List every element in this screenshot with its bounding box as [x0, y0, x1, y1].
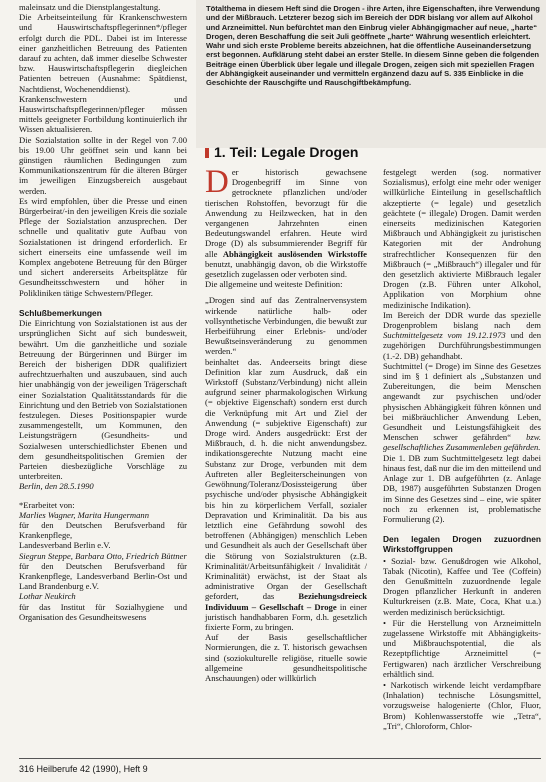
page-footer: 316 Heilberufe 42 (1990), Heft 9 [19, 764, 148, 774]
paragraph-text: er historisch gewachsene Drogenbegriff im Sinne von getrocknete pflanzlichen und/oder tierischen Rohstoffen, bevorzugt für die Anwendung zu Heilzwecken, hat in den vergangenen Jahrzehnten einen Bedeutungswandel erfahren. Heute wird Droge (D) als subsummierender Begriff für alle [205, 167, 367, 259]
italic-phrase: Suchtmittelgesetz vom 19.12.1973 [383, 330, 506, 341]
paragraph: Es wird empfohlen, über die Presse und einen Bürgerbeirat/-in den jeweiligen Kreis die soziale Pflege der Sozialstation anzusprechen. Der schnelle und qualitativ gute Aufbau von Sozialstationen ist dringend erforderlich. Er sichert einerseits eine umfassende weil im Komplex angebotene Betreuung für den Bürger und sichert andererseits Arbeitsplätze für Gesundheitsschwestern und höher in Polikliniken tätige Schwestern/Pfleger. [19, 195, 187, 298]
paragraph [383, 310, 541, 361]
author-affiliation: für den Deutschen Berufsverband für Krankenpflege, [19, 519, 187, 541]
authors-heading: *Erarbeitet von: [19, 499, 75, 510]
section-heading: Den legalen Drogen zuzuordnen Wirkstoffgruppen [383, 534, 541, 555]
paragraph-text: benutzt, unabhängig davon, ob die Wirkstoffe gesetzlich zugelassen oder verboten sind. [205, 258, 367, 280]
author-affiliation: für den Deutschen Berufsverband für Krankenpflege, Landesverband Berlin-Ost und Land Brandenburg e.V. [19, 560, 187, 592]
definition-quote: „Drogen sind auf das Zentralnervensystem wirkende natürliche halb- oder vollsynthetische Verbindungen, die bewußt zur Herbeiführung einer Erlebnis- und/oder Bewußtseinsveränderung zu genommen werden.“ [205, 295, 367, 357]
section-heading: Schlußbemerkungen [19, 307, 102, 318]
column-left [19, 2, 187, 622]
column-middle [205, 164, 367, 683]
article-headline: 1. Teil: Legale Drogen [214, 144, 359, 160]
author-names: Marlies Wagner, Marita Hungermann [19, 509, 150, 520]
paragraph: Auf der Basis gesellschaftlicher Normierungen, die z. T. historisch gewachsen sind (soziokulturelle religiöse, rituelle sowie allgemeine gesundheitspolitische Anschauungen) oder willkürlich [205, 632, 367, 683]
bold-phrase: Abhängigkeit auslösenden Wirkstoffe [222, 248, 367, 259]
author-names: Lothar Neukirch [19, 591, 76, 602]
column-right [383, 167, 541, 731]
list-item: • Sozial- bzw. Genußdrogen wie Alkohol, Tabak (Nicotin), Kaffee und Tee (Coffein) den Genußmitteln zuzuordnende legale Drogen pflanzlicher Herkunft in anderen Kulturkreisen (z.B. Mate, Coca, Khat u.a.) werden medizinisch berücksichtigt. [383, 555, 541, 617]
paragraph [205, 357, 367, 632]
paragraph-text: Suchtmittel (= Droge) im Sinne des Gesetzes sind im § 1 definiert als „Substanzen und Zubereitungen, die beim Menschen angewandt zur psychischen und/oder physischen Abhängigkeit führen können und bei mißbräuchlicher Anwendung Leben, Gesundheit und Leistungsfähigkeit des Menschen schwer gefährden“ [383, 360, 541, 443]
bold-phrase: Beziehungsdreieck Individuum – Gesellschaft – Droge [205, 591, 367, 612]
list-item: • Für die Herstellung von Arzneimitteln zugelassene Wirkstoffe mit Abhängigkeits- und Mißbrauchspotential, die als Rezeptpflichtige Arzneimittel (= Fertigwaren) nach ärztlicher Verschreibung erhältlich sind. [383, 617, 541, 679]
paragraph: Die Arbeitseinteilung für Krankenschwestern und Hauswirtschaftspflegerinnen*/pfleger erfolgt durch die PDL. Dabei ist im Interesse einer ganzheitlichen Betreuung des Patienten darauf zu achten, daß immer dieselbe Schwester bzw. Hauswirtschaftspflegerin diegleichen Patienten betreuen (Ausnahme: Spätdienst, Nachtdienst, Wochenenddienst). [19, 12, 187, 94]
paragraph: Die Sozialstation sollte in der Regel von 7.00 bis 19.00 Uhr geöffnet sein und kann bei günstigen räumlichen Bedingungen zum Kommunikationszentrum für die älteren Bürger im jeweiligen Einzugsbereich ausgebaut werden. [19, 134, 187, 196]
author-affiliation: für das Institut für Sozialhygiene und Organisation des Gesundheitswesens [19, 601, 187, 622]
paragraph-text: in einer juristisch handhabbaren Form, d.h. gesetzlich fixierte Form, zu bringen. [205, 601, 367, 632]
paragraph [205, 164, 367, 280]
paragraph: maleinsatz und die Dienstplangestaltung. [19, 2, 161, 12]
author-names: Siegrun Steppe, Barbara Otto, Friedrich Büttner [19, 550, 187, 561]
drop-cap: D [205, 164, 229, 200]
paragraph-text: Im Bereich der DDR wurde das spezielle Drogenproblem bislang nach dem [383, 309, 541, 331]
paragraph: Die Einrichtung von Sozialstationen ist aus der ursprünglichen Sicht auf sich bundesweit, bewährt. Um die ganzheitliche und soziale Betreuung der Bürgerinnen und Bürger im Bereich der bisherigen DDR qualifiziert aufrechtzuerhalten und auszubauen, sind auch hier unabhängig von der jeweiligen Trägerschaft einer Sozialstation Qualitätsstandards für die Einrichtung und den Betrieb von Sozialstationen festzulegen. Dieses Positionspapier wurde zusammengestellt, um Kommunen, den Leistungsträgern (Gesundheits- und Sozialwesen unterschiedlichster Ebenen und dem gesundheitspolitischen Gremien der Parteien diesbezügliche Vorschläge zu unterbreiten. [19, 318, 187, 482]
author-affiliation: Landesverband Berlin e.V. [19, 540, 111, 551]
paragraph: Die allgemeine und weiteste Definition: [205, 279, 343, 290]
date-line: Berlin, den 28.5.1990 [19, 481, 94, 492]
paragraph: Die 1. DB zum Suchtmittelgesetz legt dabei hinaus fest, daß nur die im den mitteilend und Anlage zur 1. DB aufgeführten (z. Anlage DB, 1987) ausgeführten Substanzen Drogen im Sinne des Gesetzes sind – eine, wie später noch zu erkennen ist, problematische Formulierung (2). [383, 452, 541, 524]
footer-rule [19, 758, 541, 759]
paragraph-text: beinhaltet das. Andeerseits bringt diese Definition klar zum Ausdruck, daß ein Wirkstoff (Substanz/Verbindung) nicht allein aufgrund seiner pharmakologischen Wirkung (= objektive Eigenschaft) sondern erst durch die Verknüpfung mit Art und Ziel der Anwendung (= subjektive Eigenschaft) zur Droge wird. Anders ausgedrückt: Erst der Mißbrauch, d. h. die nicht anwendungsbez. indikationsgerechte Nutzung macht eine Substanz zur Droge, verbunden mit dem Auftreten aller Begleiterscheinungen von Gewöhnung/Toleranz/Dosissteigerung über psychische und/oder physische Abhängigkeit bis hin zu körperlichem Verfall, sozialer Depravation und Kriminalität. Da bis aus letztlich eine Gefährdung sowohl des betroffenen (Abhängigen) menschlich Leben und Gesundheit als auch der Gesellschaft über die Störung von Sozialstrukturen (z.B. Kriminalität/Arbeitsunfähigkeit / Invalidität / Kriminalität) erwächst, ist der Staat als administrative Organ der Gesellschaft gefordert, das [205, 356, 367, 602]
paragraph: Krankenschwestern und Hauswirtschaftspflegerinnen/pfleger müssen mittels geeigneter Fortbildung kontinuierlich ihr Wissen aktualisieren. [19, 93, 187, 135]
headline-marker [205, 148, 209, 158]
list-item: • Narkotisch wirkende leicht verdampfbare (Inhalation) technische Lösungsmittel, vorzugsweise halogenierte (Chlor, Fluor, Brom) Kohlenwasserstoffe wie „Tetra“, „Tri“, Chloroform, Chlor- [383, 679, 541, 731]
paragraph [383, 361, 541, 453]
paragraph: festgelegt werden (sog. normativer Sozialismus), erfolgt eine mehr oder weniger willkürliche Einteilung in gesellschaftlich akzeptierte (= legale) und gesetzlich geächtete (= illegale) Drogen. Damit werden einerseits medizinischen Kategorien Mißbrauch und Abhängigkeit zu juristischen Kategorien mit der Androhung strafrechtlicher Konsequenzen für den Mißbrauch (= „Mißbrauch“) illegaler und für den gesetzlich aktivierte Mißbrauch legaler Drogen (z.B. Führen unter Alkohol, Applikation von Morphium ohne medizinische Indikation). [383, 167, 541, 310]
intro-text: Tötalthema in diesem Heft sind die Drogen - ihre Arten, ihre Eigenschaften, ihre Verwendung und der Mißbrauch. Letzterer bezog sich im Bereich der DDR bislang vor allem auf Alkohol und Arzneimittel. Nun befürchtet man den Einbrug vieler Abhängigmacher auf neue, „harte“ Drogen, deren Beschaffung die seit Juli geöffnete „harte“ Währung wesentlich erleichtert. Wahr und sich erste Probleme bereits abzeichnen, hat die öffentliche Auseinandersetzung erst begonnen. Aufklärung steht dabei an erster Stelle. In diesem Sinne geben die folgenden Beiträge einen Überblick über legale und illegale Drogen, zeigen sich mit speziellen Fragen der Abhängigkeit auseinander und vermitteln ergänzend dazu auf S. 335 Einblicke in die Geschichte der Rauschgifte und Rauschgiftbekämpfung. [206, 4, 540, 88]
italic-phrase: bzw. gesellschaftliches Zusammenleben gefährden. [383, 432, 541, 453]
paragraph-text: und den zugehörigen Durchführungsbestimmungen (1.-2. DB) gehandhabt. [383, 330, 541, 361]
